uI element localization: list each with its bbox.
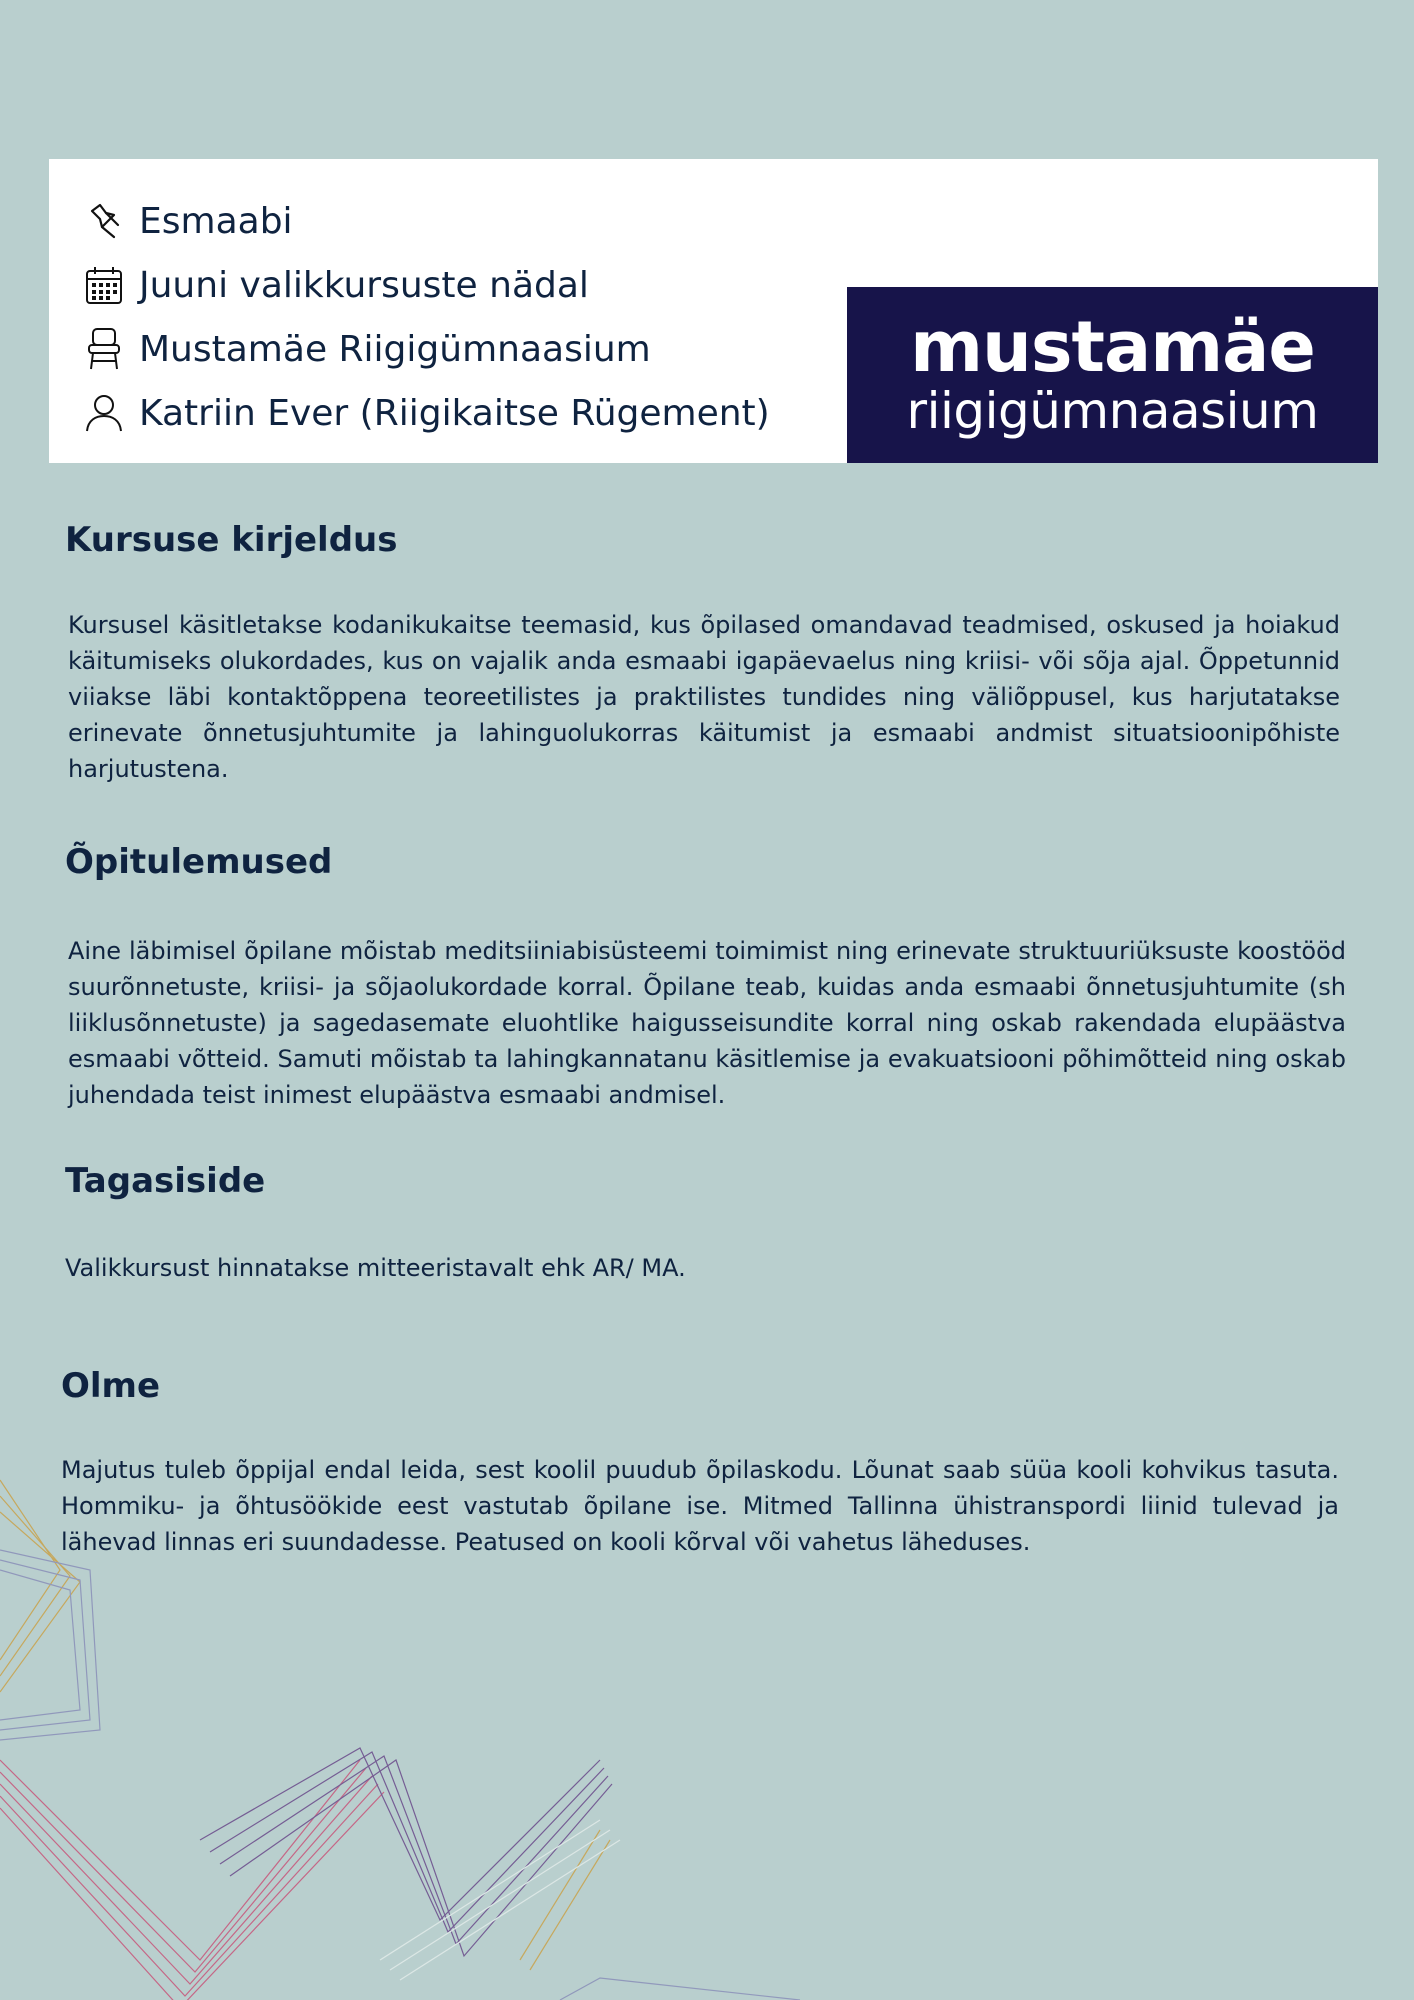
meta-teacher xyxy=(83,381,770,445)
outcomes-text: Aine läbimisel õpilane mõistab meditsiiniabisüsteemi toimimist ning erinevate struktuuriüksuste koostööd suurõnnetuste, kriisi- ja sõjaolukordade korral. Õpilane teab, kuidas anda esmaabi õnnetusjuhtumite (sh liiklusõnnetuste) ja sagedasemate eluohtlike haigusseisundite korral ning oskab rakendada elupäästva esmaabi võtteid. Samuti mõistab ta lahingkannatanu käsitlemise ja evakuatsiooni põhimõtteid ning oskab juhendada teist inimest elupäästva esmaabi andmisel. xyxy=(68,937,1346,1109)
meta-date-text: Juuni valikkursuste nädal xyxy=(139,264,589,306)
pin-icon xyxy=(83,200,125,242)
person-icon xyxy=(83,392,125,434)
meta-date xyxy=(83,253,770,317)
logo-top-text: mustamäe xyxy=(910,306,1315,388)
meta-location-text: Mustamäe Riigigümnaasium xyxy=(139,328,651,370)
section-title-outcomes: Õpitulemused xyxy=(65,842,333,882)
calendar-icon xyxy=(83,264,125,306)
chair-icon xyxy=(83,328,125,370)
living-text: Majutus tuleb õppijal endal leida, sest koolil puudub õpilaskodu. Lõunat saab süüa kooli kohvikus tasuta. Hommiku- ja õhtusöökide eest vastutab õpilane ise. Mitmed Tallinna ühistranspordi liinid tulevad ja lähevad linnas eri suundadesse. Peatused on kooli kõrval või vahetus läheduses. xyxy=(61,1456,1339,1556)
description-text: Kursusel käsitletakse kodanikukaitse teemasid, kus õpilased omandavad teadmised, oskused ja hoiakud käitumiseks olukordades, kus on vajalik anda esmaabi igapäevaelus ning kriisi- või sõja ajal. Õppetunnid viiakse läbi kontaktõppena teoreetilistes ja praktilistes tundides ning väliõppusel, kus harjutatakse erinevate õnnetusjuhtumite ja lahinguolukorras käitumist ja esmaabi andmist situatsioonipõhiste harjutustena. xyxy=(68,611,1340,783)
meta-teacher-text: Katriin Ever (Riigikaitse Rügement) xyxy=(139,392,770,434)
meta-subject xyxy=(83,189,770,253)
meta-subject-text: Esmaabi xyxy=(139,200,293,242)
section-title-description: Kursuse kirjeldus xyxy=(65,520,398,560)
feedback-text: Valikkursust hinnatakse mitteeristavalt ehk AR/ MA. xyxy=(65,1254,686,1282)
school-logo xyxy=(847,287,1378,463)
section-title-feedback: Tagasiside xyxy=(65,1161,266,1201)
meta-location xyxy=(83,317,770,381)
decorative-lines xyxy=(0,1400,1414,2000)
course-meta-list xyxy=(83,189,770,445)
course-header xyxy=(49,159,1378,463)
section-title-living: Olme xyxy=(61,1366,161,1406)
logo-bottom-text: riigigümnaasium xyxy=(906,382,1319,440)
